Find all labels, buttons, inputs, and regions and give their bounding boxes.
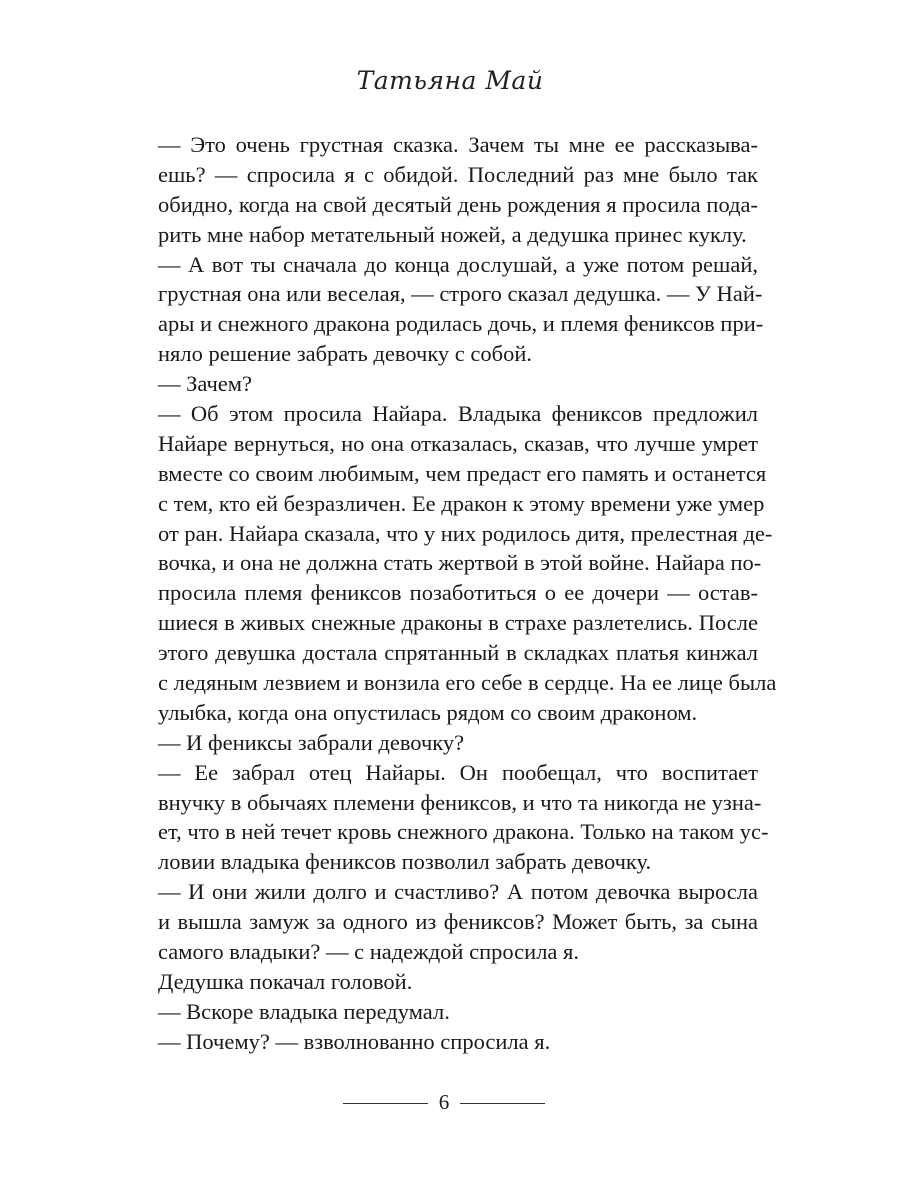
text-line: самого владыки? — с надеждой спросила я. [158, 939, 580, 965]
text-line: Найаре вернуться, но она отказалась, сказав, что лучше умрет [158, 430, 758, 456]
text-line: ары и снежного дракона родилась дочь, и племя фениксов при- [158, 311, 764, 337]
text-line: — Это очень грустная сказка. Зачем ты мне ее рассказыва- [158, 132, 758, 157]
text-line: шиеся в живых снежные драконы в страхе разлетелись. После [158, 610, 758, 636]
text-line: от ран. Найара сказала, что у них родилось дитя, прелестная де- [158, 520, 773, 546]
text-line: внучку в обычаях племени фениксов, и что та никогда не узна- [158, 789, 762, 815]
page-number: 6 [438, 1090, 450, 1114]
footer-rule-left [343, 1103, 428, 1104]
running-header-author: Татьяна Май [356, 66, 544, 95]
text-line: улыбка, когда она опустилась рядом со своим драконом. [158, 699, 698, 725]
text-line: — А вот ты сначала до конца дослушай, а уже потом решай, [158, 251, 758, 277]
text-line: ет, что в ней течет кровь снежного дракона. Только на таком ус- [158, 819, 769, 845]
text-line: вочка, и она не должна стать жертвой в этой войне. Найара по- [158, 550, 762, 576]
text-line: и вышла замуж за одного из фениксов? Может быть, за сына [158, 909, 758, 935]
text-line: — И фениксы забрали девочку? [158, 729, 465, 755]
text-line: — Ее забрал отец Найары. Он пообещал, что воспитает [158, 759, 758, 785]
text-line: няло решение забрать девочку с собой. [158, 341, 533, 367]
text-line: — Почему? — взволнованно спросила я. [158, 1028, 551, 1054]
text-line: просила племя фениксов позаботиться о ее дочери — остав- [158, 580, 758, 606]
text-line: с ледяным лезвием и вонзила его себе в сердце. На ее лице была [158, 670, 777, 696]
text-line: — Зачем? [158, 371, 253, 397]
page-body-text [158, 130, 777, 1057]
text-line: — Об этом просила Найара. Владыка фениксов предложил [158, 401, 758, 427]
text-line: рить мне набор метательный ножей, а дедушка принес куклу. [158, 221, 747, 247]
text-line: ешь? — спросила я с обидой. Последний раз мне было так [158, 161, 758, 187]
text-line: этого девушка достала спрятанный в складках платья кинжал [158, 640, 758, 666]
text-line: — И они жили долго и счастливо? А потом девочка выросла [158, 879, 758, 905]
text-line: обидно, когда на свой десятый день рождения я просила пода- [158, 191, 758, 217]
text-line: — Вскоре владыка передумал. [158, 998, 450, 1024]
footer-rule-right [460, 1103, 545, 1104]
text-line: с тем, кто ей безразличен. Ее дракон к этому времени уже умер [158, 490, 765, 516]
text-line: грустная она или веселая, — строго сказал дедушка. — У Най- [158, 281, 763, 307]
text-line: ловии владыка фениксов позволил забрать девочку. [158, 849, 652, 875]
text-line: Дедушка покачал головой. [158, 968, 413, 994]
text-line: вместе со своим любимым, чем предаст его память и останется [158, 460, 767, 486]
page-footer [0, 1088, 900, 1118]
